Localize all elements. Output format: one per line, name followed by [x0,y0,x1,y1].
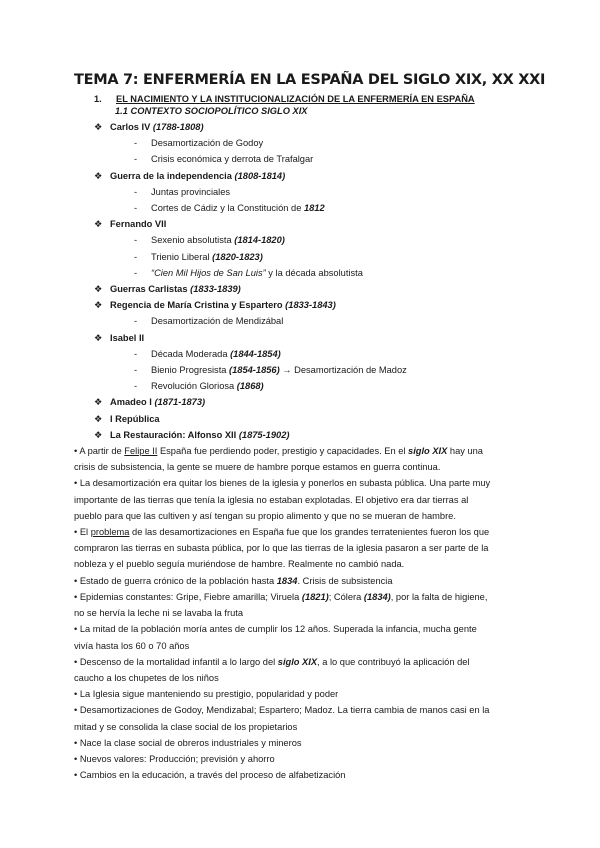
paragraph-2: • La desamortización era quitar los bienes de la iglesia y ponerlos en subasta pública. Una parte muy importante de las tierras que tenía la iglesia no estaban explotadas. El objetivo era dar tierras al pueblo para que las cultiven y así tengan su propio alimento y que no se mueran de hambre. [74,478,491,521]
dash-glyph: - [134,365,138,376]
paragraph-7: • Descenso de la mortalidad infantil a lo largo del siglo XIX, a lo que contribuyó la aplicación del caucho a los chupetes de los niños [74,656,470,683]
paragraph-8: • La Iglesia sigue manteniendo su prestigio, popularidad y poder [74,689,339,700]
item-name: Isabel II [110,332,145,343]
paragraph-4: • Estado de guerra crónico de la población hasta 1834. Crisis de subsistencia [74,575,393,586]
outline-subitem: - Juntas provinciales [134,184,530,200]
item-name: Carlos IV [110,122,151,132]
outline-subitem: - Bienio Progresista (1854-1856) → Desamortización de Madoz [134,362,530,378]
historical-outline [74,119,530,443]
outline-subitem: - Desamortización de Godoy [134,135,530,151]
item-dates: (1871-1873) [154,397,206,408]
item-dates: (1808-1814) [234,170,286,181]
outline-subitem: - Crisis económica y derrota de Trafalgar [134,151,530,167]
outline-subitem: - “Cien Mil Hijos de San Luis” y la década absolutista [134,265,530,281]
outline-subitem: - Trienio Liberal (1820-1823) [134,249,530,265]
outline-subitem: - Revolución Gloriosa (1868) [134,378,530,394]
item-name: Guerra de la independencia [110,170,232,181]
outline-subitem: - Cortes de Cádiz y la Constitución de 1812 [134,200,530,216]
outline-subitem: - Sexenio absolutista (1814-1820) [134,232,530,248]
section-number: 1. [94,94,102,104]
subsection-heading: 1.1 CONTEXTO SOCIOPOLÍTICO SIGLO XIX [115,106,308,116]
outline-item [94,216,530,232]
item-dates: (1875-1902) [238,429,290,440]
item-name: Regencia de María Cristina y Espartero [110,300,283,311]
paragraph-10: • Nace la clase social de obreros industriales y mineros [74,737,302,748]
paragraph-5: • Epidemias constantes: Gripe, Fiebre amarilla; Viruela (1821); Cólera (1834), por la falta de higiene, no se hervía la leche ni se lavaba la fruta [74,591,488,619]
bullet-icon: ❖ [94,219,103,230]
item-name: Amadeo I [110,397,152,408]
outline-item [94,427,530,443]
outline-item [94,297,530,313]
dash-glyph: - [134,348,138,359]
outline-item [94,168,530,184]
dash-glyph: - [134,186,138,197]
outline-item [94,281,530,297]
paragraph-9: • Desamortizaciones de Godoy, Mendizabal; Espartero; Madoz. La tierra cambia de manos casi en la mitad y se consolida la clase social de los propietarios [74,705,490,732]
outline-subitem: - Década Moderada (1844-1854) [134,346,530,362]
item-name: Fernando VII [110,219,167,230]
bullet-icon: ❖ [94,429,103,440]
paragraph-1: • A partir de Felipe II España fue perdiendo poder, prestigio y capacidades. En el siglo XIX hay una crisis de subsistencia, la gente se muere de hambre porque estamos en guerra continua. [74,446,483,473]
outline-item [94,119,530,135]
item-name: La Restauración: Alfonso XII [110,429,237,440]
item-dates: (1788-1808) [152,122,204,132]
outline-subitem: - Desamortización de Mendizábal [134,313,530,329]
outline-item [94,330,530,346]
item-name: Guerras Carlistas [110,284,188,295]
bullet-icon: ❖ [94,284,103,295]
paragraph-6: • La mitad de la población moría antes de cumplir los 12 años. Superada la infancia, mucha gente vivía hasta los 60 o 70 años [74,624,477,651]
outline-item [94,394,530,410]
bullet-icon: ❖ [94,332,103,343]
dash-glyph: - [134,154,138,165]
bullet-icon: ❖ [94,300,103,311]
dash-glyph: - [134,267,138,278]
bullet-icon: ❖ [94,413,103,424]
notes-paragraphs [74,443,530,783]
item-dates: (1833-1843) [285,300,336,311]
paragraph-3: • El problema de las desamortizaciones en España fue que los grandes terratenientes fueron los que compraron las tierras en subasta pública, por lo que las tierras de la iglesia pasaron a ser parte de la nobleza y el pueblo seguía muriéndose de hambre. Realmente no cambió nada. [74,527,490,570]
dash-glyph: - [134,251,138,262]
dash-glyph: - [134,203,138,214]
bullet-icon: ❖ [94,170,103,181]
dash-glyph: - [134,381,138,392]
dash-glyph: - [134,316,138,327]
dash-glyph: - [134,138,138,149]
document-title: TEMA 7: ENFERMERÍA EN LA ESPAÑA DEL SIGLO XIX, XX XXI [74,72,546,88]
outline-item [94,411,530,427]
item-dates: (1833-1839) [190,284,241,295]
bullet-icon: ❖ [94,122,103,132]
dash-glyph: - [134,235,138,246]
bullet-icon: ❖ [94,397,103,408]
paragraph-12: • Cambios en la educación, a través del proceso de alfabetización [74,770,346,781]
section-title: EL NACIMIENTO Y LA INSTITUCIONALIZACIÓN DE LA ENFERMERÍA EN ESPAÑA [116,94,475,104]
section-heading [94,94,530,104]
paragraph-11: • Nuevos valores: Producción; previsión y ahorro [74,753,275,764]
item-name: I República [110,413,160,424]
